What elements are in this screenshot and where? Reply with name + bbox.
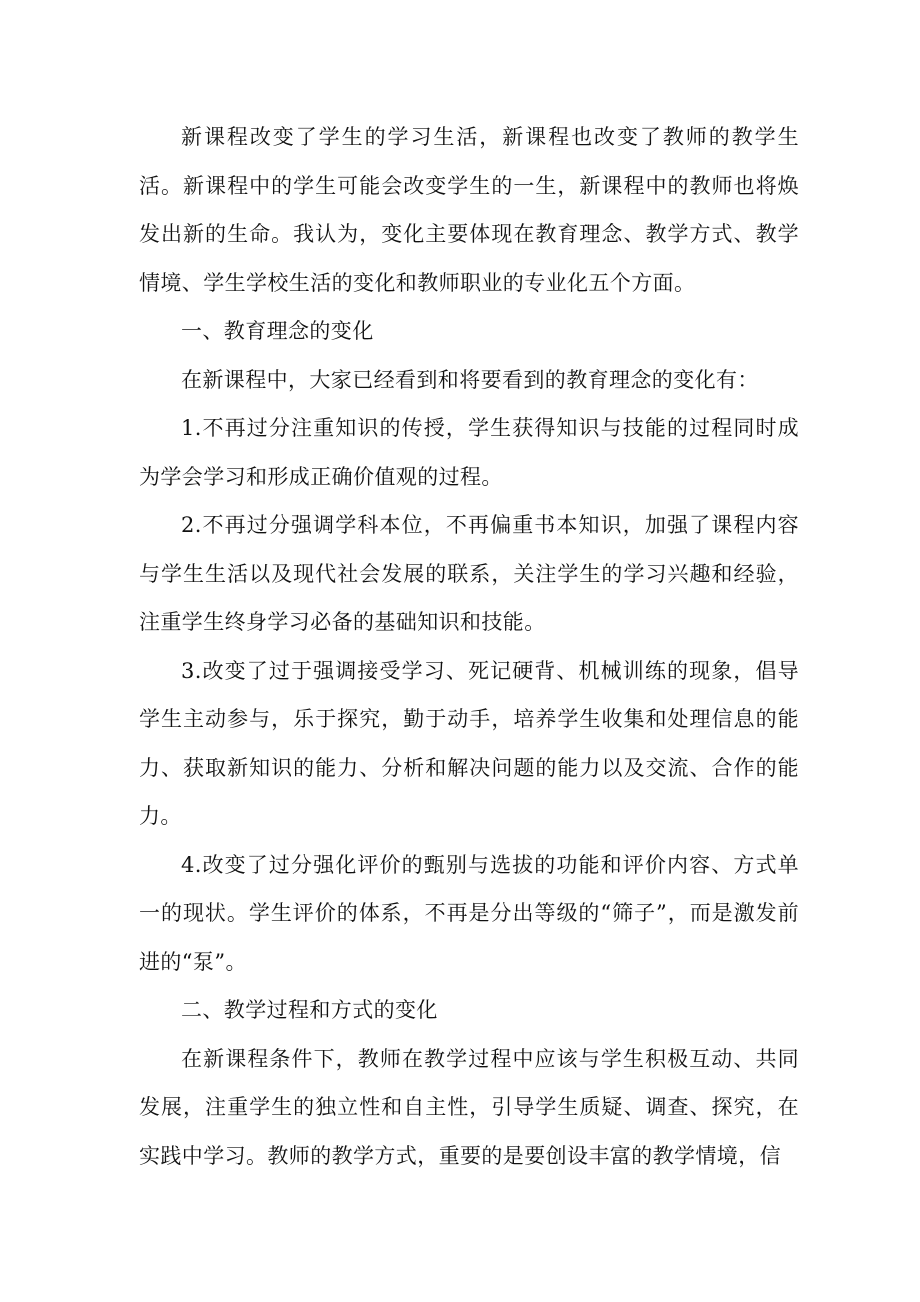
section-2-paragraph: 在新课程条件下，教师在教学过程中应该与学生积极互动、共同发展，注重学生的独立性和自主性，引导学生质疑、调查、探究，在实践中学习。教师的教学方式，重要的是要创设丰富的教学情境，信: [139, 1046, 799, 1168]
list-item-4: 4.改变了过分强化评价的甄别与选拔的功能和评价内容、方式单一的现状。学生评价的体系，不再是分出等级的“筛子”，而是激发前进的“泵”。: [139, 852, 799, 974]
document-body: [139, 113, 799, 1180]
section-1-intro-paragraph: 在新课程中，大家已经看到和将要看到的教育理念的变化有：: [181, 367, 759, 392]
list-item-3: 3.改变了过于强调接受学习、死记硬背、机械训练的现象，倡导学生主动参与，乐于探究，勤于动手，培养学生收集和处理信息的能力、获取新知识的能力、分析和解决问题的能力以及交流、合作的能力。: [139, 658, 799, 828]
section-heading-2: 二、教学过程和方式的变化: [181, 998, 438, 1022]
intro-paragraph: 新课程改变了学生的学习生活，新课程也改变了教师的教学生活。新课程中的学生可能会改变学生的一生，新课程中的教师也将焕发出新的生命。我认为，变化主要体现在教育理念、教学方式、教学情境、学生学校生活的变化和教师职业的专业化五个方面。: [139, 125, 799, 295]
section-heading-1: 一、教育理念的变化: [181, 319, 374, 343]
list-item-2: 2.不再过分强调学科本位，不再偏重书本知识，加强了课程内容与学生生活以及现代社会发展的联系，关注学生的学习兴趣和经验，注重学生终身学习必备的基础知识和技能。: [139, 513, 799, 634]
list-item-1: 1.不再过分注重知识的传授，学生获得知识与技能的过程同时成为学会学习和形成正确价值观的过程。: [139, 416, 799, 489]
